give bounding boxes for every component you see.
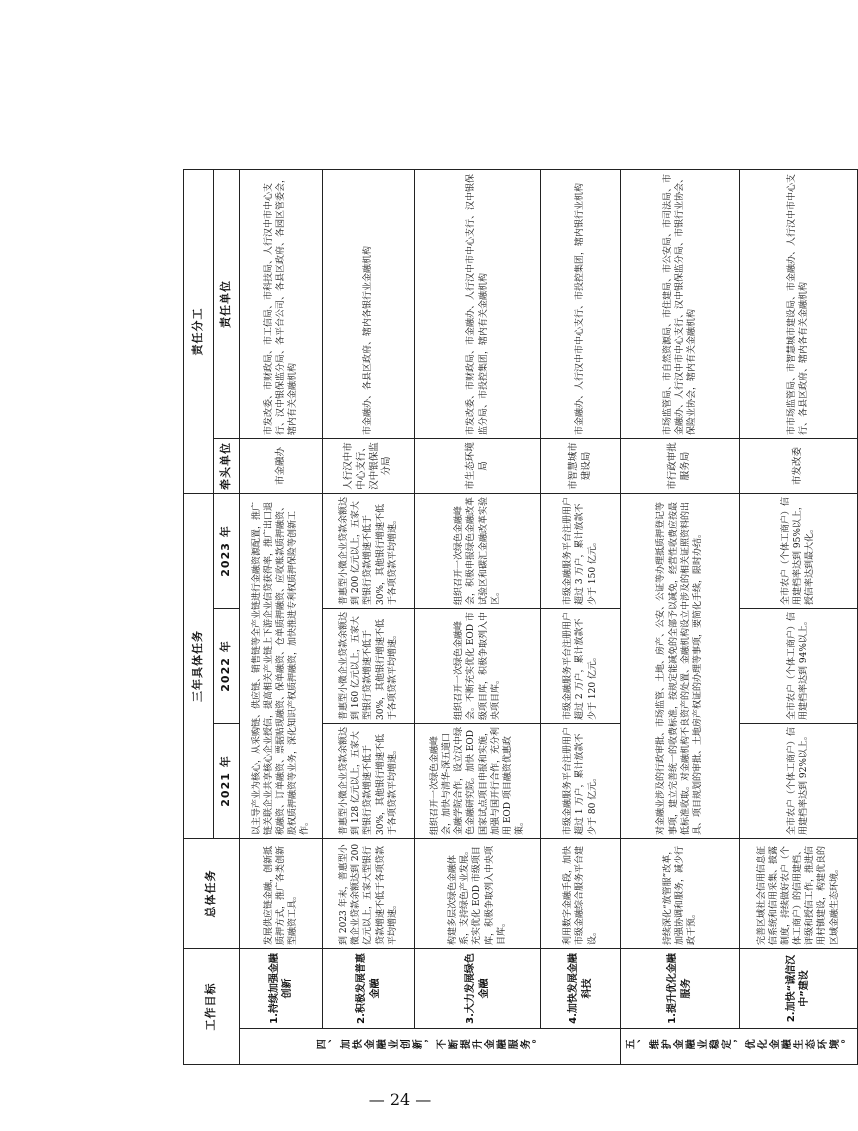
merged-year-task-cell: 对金融业涉及的行政审批、市场监管、土地、房产、公安、公证等办理抵质押登记等事项，建立完善统一的收费标准，按规定能减免的全部予以减免，经营性收费应按最低标准收取。对金融机构不良资产的处置、金融机构设立中涉及的相关证照资料的出具、项目规划的审批、土地房产权证的办理等事项，要简化手续，限时办结。: [621, 493, 740, 838]
responsible-units-cell: 市金融办、人行汉中市中心支行、市投控集团，辖内银行业机构: [541, 169, 621, 438]
task-2021-cell: 组织召开一次绿色金融峰会，加快与清华-深五道口金融学院合作，设立汉中绿色金融研究院。加快 EOD 国家试点项目申报和实施，加强与国开行合作，充分利用 EOD 项目融资优惠政策。: [415, 724, 541, 839]
header-overall-task: 总体任务: [184, 839, 240, 949]
merged-year-task-cell: 以主导产业为核心，从采购链、供应链、销售链等全产业链进行金融资源配置，推广链关联企业共享核心企业授信，提高相关产业链上下游企业信贷获得率，推广出口退税融资、订单融资、票据贴现融资、保单融资、仓单质押融资、应收账款质押融资、股权质押融资等业务，深化知识产权质押融资，加快推进专利权质押保险等创新工作。: [240, 493, 323, 838]
task-2022-cell: 普惠型小微企业贷款余额达到 160 亿元以上，五家大型银行贷款增速不低于 30%，其他银行增速不低于各项贷款平均增速。: [323, 609, 415, 724]
page-number: — 24 —: [368, 1090, 432, 1109]
task-2023-cell: 全市农户（个体工商户）信用建档率达到 95%以上，授信率达到最大化。: [739, 493, 858, 608]
lead-unit-cell: 市行政审批服务局: [621, 438, 740, 493]
overall-task-cell: 持续深化“放管服”改革，加强协调和服务，减少行政干预。: [621, 839, 740, 949]
table-row: [621, 169, 740, 1064]
responsible-units-cell: 市金融办、各县区政府、辖内各银行业金融机构: [323, 169, 415, 438]
lead-unit-cell: 市生态环境局: [415, 438, 541, 493]
responsible-units-cell: 市发改委、市财政局、市工信局、市科技局、人行汉中市中心支行、汉中银保监分局、各平台公司、各县区政府、各园区管委会，辖内有关金融机构: [240, 169, 323, 438]
table-row: [323, 169, 415, 1064]
responsible-units-cell: 市发改委、市财政局、市金融办、人行汉中市中心支行、汉中银保监分局、市投控集团，辖内有关金融机构: [415, 169, 541, 438]
objective-cell: 1.提升优化金融服务: [621, 949, 740, 1029]
overall-task-cell: 构建多层次绿色金融体系，支持绿色产业发展。充实优化 EOD 市级项目库，积极争取列入中央项目库。: [415, 839, 541, 949]
task-2023-cell: 市级金融服务平台注册用户超过 3 万户，累计放款不少于 150 亿元。: [541, 493, 621, 608]
header-lead-unit: 牵头单位: [214, 438, 240, 493]
objective-cell: 3.大力发展绿色金融: [415, 949, 541, 1029]
overall-task-cell: 利用数字金融手段，加快市级金融综合服务平台建设。: [541, 839, 621, 949]
table-row: [240, 169, 323, 1064]
rotated-table-wrapper: [183, 170, 853, 1065]
overall-task-cell: 到 2023 年末，普惠型小微企业贷款余额达到 200 亿元以上，五家大型银行贷款增速不低于各项贷款平均增速。: [323, 839, 415, 949]
header-2023: 2023 年: [214, 493, 240, 608]
task-2021-cell: 普惠型小微企业贷款余额达到 128 亿元以上，五家大型银行贷款增速不低于 30%，其他银行增速不低于各项贷款平均增速。: [323, 724, 415, 839]
objective-cell: 4.加快发展金融科技: [541, 949, 621, 1029]
header-2022: 2022 年: [214, 609, 240, 724]
task-2022-cell: 组织召开一次绿色金融峰会。不断充实优化 EOD 市级项目库，积极争取列入中央项目库。: [415, 609, 541, 724]
task-2021-cell: 市级金融服务平台注册用户超过 1 万户，累计放款不少于 80 亿元。: [541, 724, 621, 839]
objective-cell: 1.持续加强金融创新: [240, 949, 323, 1029]
table-row: [415, 169, 541, 1064]
header-three-year-tasks: 三年具体任务: [184, 493, 214, 838]
overall-task-cell: 发展供应链金融，创新抵质押方式，推广各类创新型融资工具。: [240, 839, 323, 949]
header-work-goal: 工作目标: [184, 949, 240, 1065]
task-table: [183, 169, 858, 1065]
category-cell: 四、加快金融业创新，不断提升金融服务。: [240, 1029, 621, 1065]
responsible-units-cell: 市场监管局、市自然资源局、市住建局、市公安局、市司法局、市金融办、人行汉中市中心支行、汉中银保监分局、市银行业协会、保险业协会，辖内有关金融机构: [621, 169, 740, 438]
task-2023-cell: 普惠型小微企业贷款余额达到 200 亿元以上，五家大型银行贷款增速不低于 30%，其他银行增速不低于各项贷款平均增速。: [323, 493, 415, 608]
lead-unit-cell: 市发改委: [739, 438, 858, 493]
task-2022-cell: 市级金融服务平台注册用户超过 2 万户，累计放款不少于 120 亿元。: [541, 609, 621, 724]
overall-task-cell: 完善区域社会信用信息征信系统和信用采集、披露制度，持续做好农户（个体工商户）的信用建档、评级和授信工作，推进信用村镇建设，构建优良的区域金融生态环境。: [739, 839, 858, 949]
objective-cell: 2.加快“诚信汉中”建设: [739, 949, 858, 1029]
lead-unit-cell: 人行汉中市中心支行、汉中银保监分局: [323, 438, 415, 493]
lead-unit-cell: 市金融办: [240, 438, 323, 493]
task-2022-cell: 全市农户（个体工商户）信用建档率达到 94%以上。: [739, 609, 858, 724]
table-row: [739, 169, 858, 1064]
header-responsible-units: 责任单位: [214, 169, 240, 438]
table-row: [541, 169, 621, 1064]
header-division: 责任分工: [184, 169, 214, 493]
task-2021-cell: 全市农户（个体工商户）信用建档率达到 92%以上。: [739, 724, 858, 839]
lead-unit-cell: 市智慧城市建设局: [541, 438, 621, 493]
task-2023-cell: 组织召开一次绿色金融峰会，积极申报绿色金融改革试验区和碳汇金融改革实验区。: [415, 493, 541, 608]
responsible-units-cell: 市市场监管局、市智慧城市建设局、市金融办、人行汉中市中心支行、各县区政府、辖内各有关金融机构: [739, 169, 858, 438]
header-2021: 2021 年: [214, 724, 240, 839]
objective-cell: 2.积极发展普惠金融: [323, 949, 415, 1029]
category-cell: 五、维护金融业稳定，优化金融生态环境。: [621, 1029, 858, 1065]
